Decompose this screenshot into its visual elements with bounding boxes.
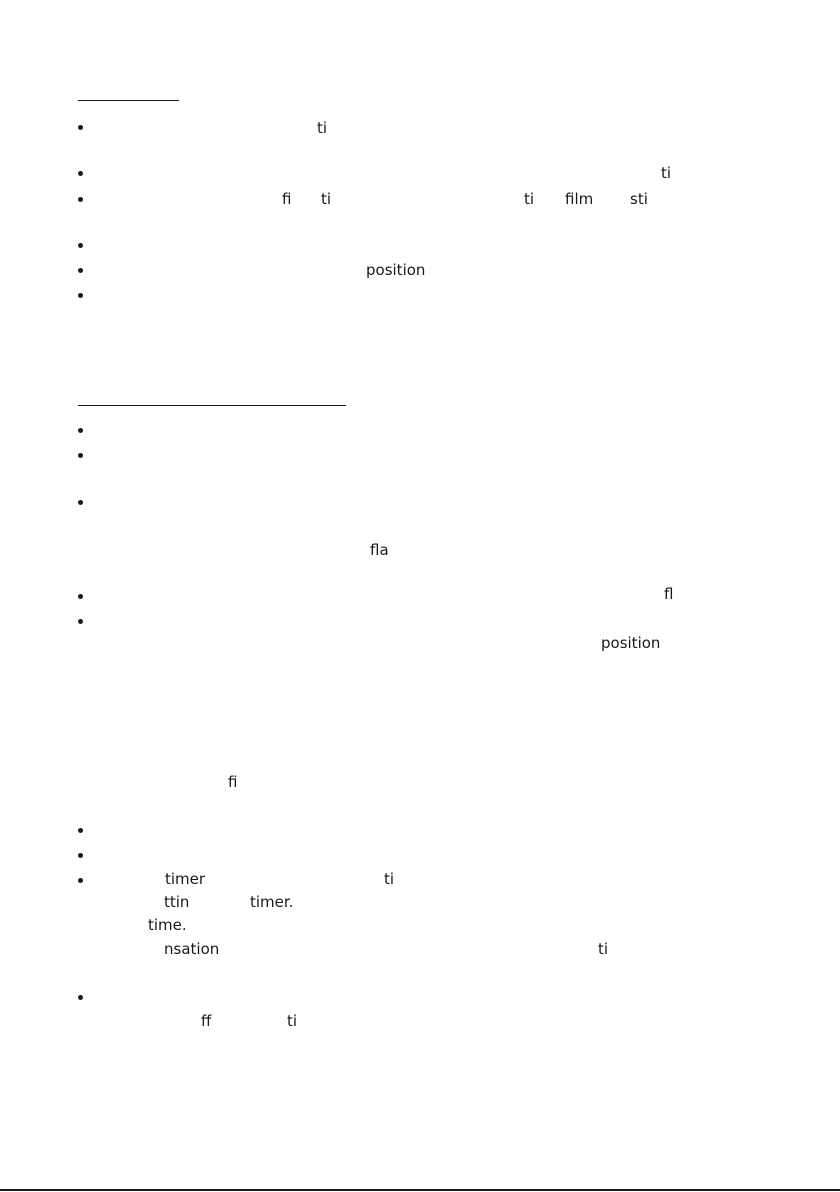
text-fragment: time. bbox=[148, 916, 187, 934]
text-fragment: ff bbox=[201, 1012, 212, 1030]
bullet bbox=[78, 500, 83, 505]
bullet bbox=[78, 171, 83, 176]
bullet bbox=[78, 453, 83, 458]
bullet bbox=[78, 878, 83, 883]
bullet bbox=[78, 853, 83, 858]
page-bottom-rule bbox=[0, 1189, 840, 1191]
text-fragment: fi bbox=[282, 190, 292, 208]
text-fragment: ti bbox=[384, 870, 395, 888]
bullet bbox=[78, 594, 83, 599]
text-fragment: ti bbox=[317, 119, 328, 137]
text-fragment: fla bbox=[370, 541, 389, 559]
bullet bbox=[78, 243, 83, 248]
section-2-heading-underline bbox=[78, 405, 346, 406]
bullet bbox=[78, 995, 83, 1000]
text-fragment: ttin bbox=[164, 893, 190, 911]
bullet bbox=[78, 428, 83, 433]
text-fragment: ti bbox=[287, 1012, 298, 1030]
bullet bbox=[78, 619, 83, 624]
text-fragment: timer. bbox=[250, 893, 294, 911]
text-fragment: fi bbox=[228, 773, 238, 791]
text-fragment: film bbox=[565, 190, 594, 208]
text-fragment: nsation bbox=[164, 940, 220, 958]
text-fragment: ti bbox=[661, 164, 672, 182]
text-fragment: ti bbox=[524, 190, 535, 208]
bullet bbox=[78, 125, 83, 130]
bullet bbox=[78, 197, 83, 202]
text-fragment: fl bbox=[664, 585, 674, 603]
text-fragment: ti bbox=[598, 940, 609, 958]
section-1-heading-underline bbox=[78, 100, 179, 101]
text-fragment: position bbox=[601, 634, 661, 652]
bullet bbox=[78, 293, 83, 298]
bullet bbox=[78, 828, 83, 833]
bullet bbox=[78, 268, 83, 273]
text-fragment: position bbox=[366, 261, 426, 279]
text-fragment: sti bbox=[630, 190, 648, 208]
text-fragment: ti bbox=[321, 190, 332, 208]
text-fragment: timer bbox=[165, 870, 206, 888]
